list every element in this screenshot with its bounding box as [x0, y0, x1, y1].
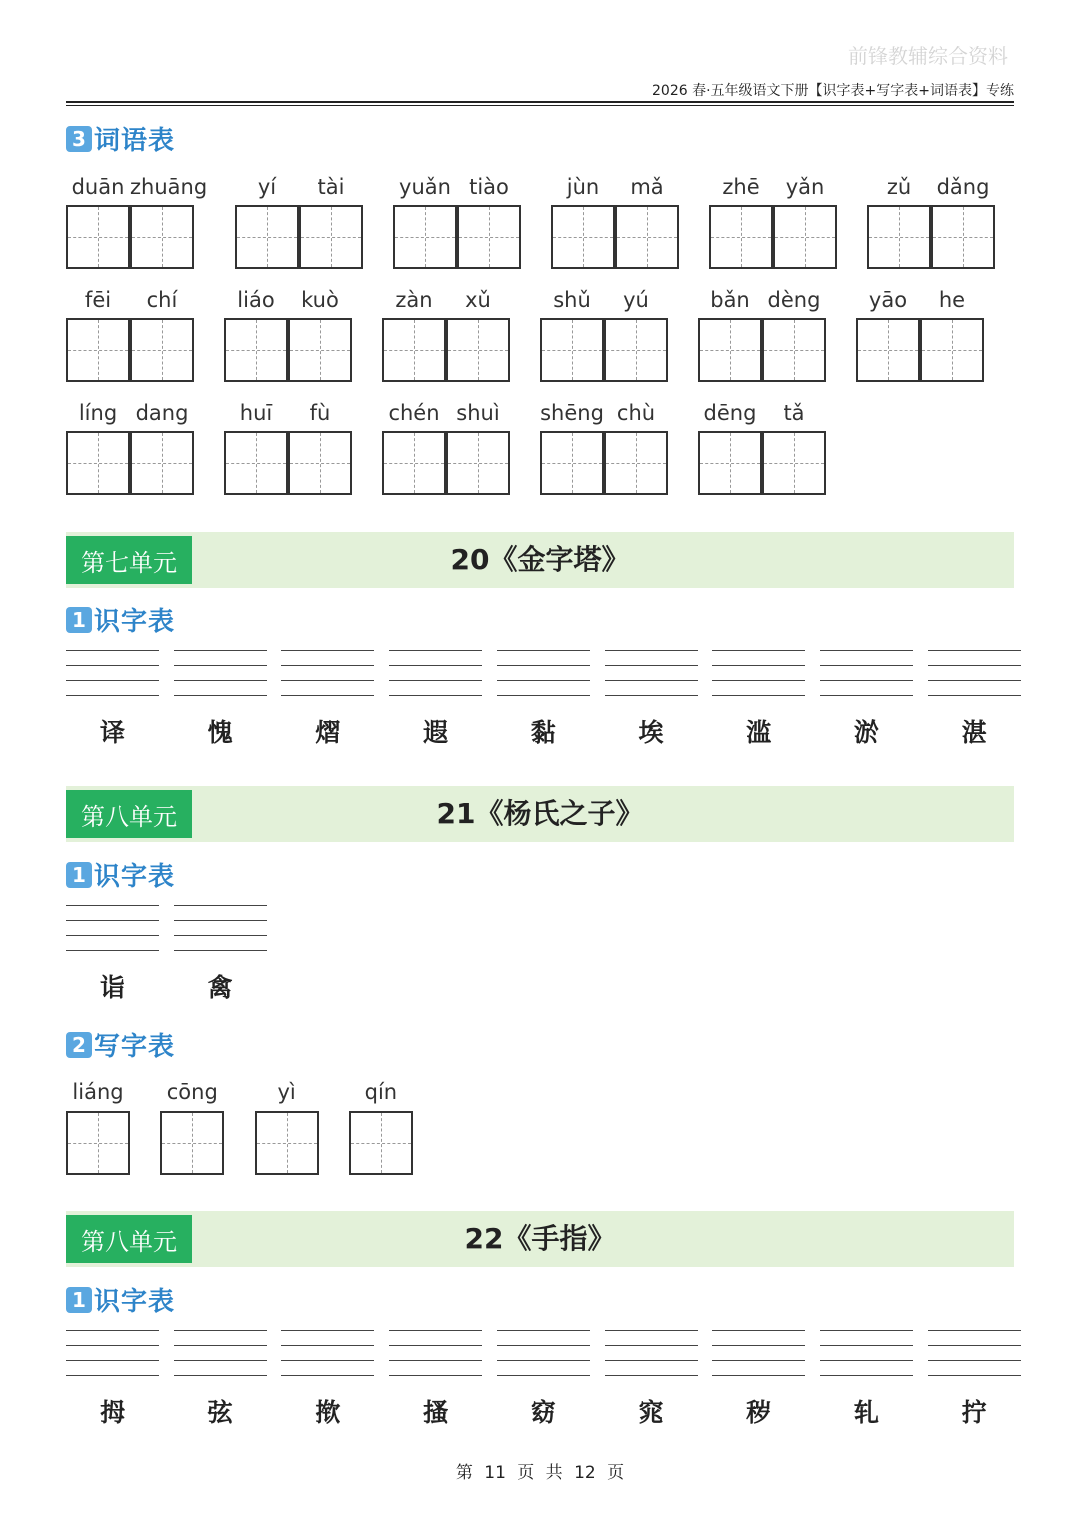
character: 诣 [99, 973, 125, 1002]
ruled-lines [928, 1330, 1021, 1376]
rule-line [174, 935, 267, 936]
pinyin-label: zǔ [886, 175, 912, 199]
rule-line [497, 680, 590, 681]
character: 淤 [853, 718, 879, 747]
writing-box [66, 431, 130, 495]
word-item [393, 175, 521, 271]
ruled-lines [281, 1330, 374, 1376]
writing-box [709, 205, 773, 269]
character: 拧 [961, 1398, 987, 1427]
writing-box [393, 205, 457, 269]
writing-box [382, 318, 446, 382]
rule-line [497, 1360, 590, 1361]
rule-line [389, 1375, 482, 1376]
writing-box [698, 431, 762, 495]
word-item [66, 401, 194, 497]
pinyin-label: bǎn [710, 288, 750, 312]
write-item [66, 1080, 130, 1176]
rule-line [389, 680, 482, 681]
rule-line [928, 1360, 1021, 1361]
rule-line [66, 920, 159, 921]
writing-box [130, 318, 194, 382]
pinyin-label: tǎ [783, 401, 805, 425]
pinyin-label: duān [71, 175, 125, 199]
rule-line [281, 695, 374, 696]
rule-line [605, 680, 698, 681]
rule-line [174, 650, 267, 651]
section-label: 识字表 [94, 1287, 176, 1317]
rule-line [712, 1345, 805, 1346]
unit-tag: 第七单元 [66, 536, 192, 584]
header-rule-thin [66, 105, 1014, 106]
pinyin-label: liáng [72, 1080, 124, 1104]
character: 埃 [638, 718, 664, 747]
character: 禽 [207, 973, 233, 1002]
character: 拇 [99, 1398, 125, 1427]
pinyin-label: yǎn [785, 175, 825, 199]
rule-line [174, 950, 267, 951]
section-label: 写字表 [94, 1032, 176, 1062]
section-title-recognize [66, 601, 175, 638]
ruled-lines [820, 1330, 913, 1376]
word-item [235, 175, 363, 271]
rule-line [66, 1360, 159, 1361]
pinyin-label: xǔ [465, 288, 491, 312]
pinyin-label: dèng [767, 288, 821, 312]
section-title-recognize [66, 856, 175, 893]
rule-line [281, 650, 374, 651]
pinyin-label: yuǎn [399, 175, 451, 199]
rule-line [928, 650, 1021, 651]
rule-line [281, 680, 374, 681]
rule-line [605, 1360, 698, 1361]
rule-line [389, 665, 482, 666]
writing-box [224, 431, 288, 495]
pinyin-label: dang [135, 401, 189, 425]
character: 湛 [961, 718, 987, 747]
rule-line [66, 1330, 159, 1331]
character: 窈 [530, 1398, 556, 1427]
writing-box [66, 318, 130, 382]
rule-line [281, 1360, 374, 1361]
writing-box [615, 205, 679, 269]
pinyin-label: liáo [237, 288, 275, 312]
pinyin-label: huī [239, 401, 273, 425]
lesson-title: 21《杨氏之子》 [436, 797, 644, 830]
ruled-lines [389, 650, 482, 696]
rule-line [820, 1345, 913, 1346]
rule-line [497, 650, 590, 651]
rule-line [389, 1345, 482, 1346]
write-item [255, 1080, 319, 1176]
rule-line [712, 695, 805, 696]
rule-line [389, 1360, 482, 1361]
pinyin-label: chén [388, 401, 440, 425]
writing-box [224, 318, 288, 382]
writing-box [604, 318, 668, 382]
rule-line [174, 1360, 267, 1361]
writing-box [382, 431, 446, 495]
rule-line [928, 1345, 1021, 1346]
rule-line [712, 1375, 805, 1376]
word-item [382, 401, 510, 497]
pinyin-label: fù [309, 401, 331, 425]
rule-line [174, 665, 267, 666]
section-label: 识字表 [94, 862, 176, 892]
writing-box [66, 1111, 130, 1175]
pinyin-label: yí [257, 175, 277, 199]
section-label: 词语表 [94, 126, 176, 156]
rule-line [605, 1330, 698, 1331]
section-number: 2 [66, 1032, 92, 1058]
rule-line [712, 1360, 805, 1361]
character: 揿 [315, 1398, 341, 1427]
character: 遐 [423, 718, 449, 747]
pinyin-label: cōng [166, 1080, 218, 1104]
writing-box [235, 205, 299, 269]
rule-line [281, 1375, 374, 1376]
pinyin-label: tài [317, 175, 345, 199]
section-title-recognize [66, 1281, 175, 1318]
rule-line [820, 650, 913, 651]
rule-line [174, 680, 267, 681]
rule-line [605, 1345, 698, 1346]
rule-line [66, 1375, 159, 1376]
lesson-title: 20《金字塔》 [450, 543, 630, 576]
writing-box [551, 205, 615, 269]
word-item [540, 288, 668, 384]
writing-box [160, 1111, 224, 1175]
character: 弦 [207, 1398, 233, 1427]
rule-line [281, 1330, 374, 1331]
rule-line [928, 680, 1021, 681]
ruled-lines [174, 1330, 267, 1376]
rule-line [928, 665, 1021, 666]
ruled-lines [66, 905, 159, 951]
rule-line [497, 1330, 590, 1331]
page-header: 2026 春·五年级语文下册【识字表+写字表+词语表】专练 [652, 83, 1014, 99]
character: 滥 [746, 718, 772, 747]
word-item [540, 401, 668, 497]
pinyin-label: shuì [456, 401, 500, 425]
header-rule-thick [66, 101, 1014, 103]
word-item [382, 288, 510, 384]
rule-line [712, 665, 805, 666]
pinyin-label: zàn [395, 288, 433, 312]
rule-line [174, 695, 267, 696]
ruled-lines [497, 650, 590, 696]
ruled-lines [712, 650, 805, 696]
unit-tag: 第八单元 [66, 790, 192, 838]
character: 搔 [423, 1398, 449, 1427]
rule-line [281, 665, 374, 666]
writing-box [604, 431, 668, 495]
writing-box [130, 431, 194, 495]
rule-line [66, 905, 159, 906]
writing-box [349, 1111, 413, 1175]
writing-box [931, 205, 995, 269]
word-item [698, 288, 826, 384]
writing-box [66, 205, 130, 269]
write-item [160, 1080, 224, 1176]
pinyin-label: mǎ [630, 175, 664, 199]
writing-box [867, 205, 931, 269]
rule-line [66, 1345, 159, 1346]
rule-line [820, 680, 913, 681]
rule-line [66, 695, 159, 696]
rule-line [928, 695, 1021, 696]
character: 窕 [638, 1398, 664, 1427]
pinyin-label: kuò [301, 288, 339, 312]
ruled-lines [174, 905, 267, 951]
page-footer: 第 11 页 共 12 页 [455, 1463, 625, 1483]
rule-line [66, 935, 159, 936]
rule-line [174, 1330, 267, 1331]
rule-line [497, 1375, 590, 1376]
writing-box [540, 318, 604, 382]
writing-box [762, 431, 826, 495]
writing-box [762, 318, 826, 382]
rule-line [928, 1330, 1021, 1331]
rule-line [712, 1330, 805, 1331]
ruled-lines [712, 1330, 805, 1376]
section-title-words [66, 120, 175, 157]
pinyin-label: jùn [566, 175, 600, 199]
rule-line [66, 665, 159, 666]
section-number: 3 [66, 126, 92, 152]
rule-line [820, 695, 913, 696]
ruled-lines [66, 1330, 159, 1376]
writing-box [288, 318, 352, 382]
rule-line [174, 1345, 267, 1346]
writing-box [856, 318, 920, 382]
word-item [698, 401, 826, 497]
ruled-lines [389, 1330, 482, 1376]
unit-banner [66, 786, 1014, 842]
word-item [66, 175, 208, 271]
writing-box [698, 318, 762, 382]
rule-line [605, 650, 698, 651]
word-item [66, 288, 194, 384]
rule-line [820, 665, 913, 666]
rule-line [605, 695, 698, 696]
writing-box [540, 431, 604, 495]
writing-box [130, 205, 194, 269]
rule-line [820, 1360, 913, 1361]
pinyin-label: shǔ [553, 288, 591, 312]
pinyin-label: dēng [703, 401, 757, 425]
ruled-lines [605, 650, 698, 696]
rule-line [605, 1375, 698, 1376]
unit-banner [66, 1211, 1014, 1267]
rule-line [281, 1345, 374, 1346]
pinyin-label: yāo [868, 288, 908, 312]
writing-box [920, 318, 984, 382]
pinyin-label: shēng [540, 401, 604, 425]
rule-line [820, 1330, 913, 1331]
rule-line [712, 680, 805, 681]
pinyin-label: tiào [469, 175, 509, 199]
pinyin-label: yì [277, 1080, 296, 1104]
pinyin-label: qín [364, 1080, 398, 1104]
rule-line [66, 680, 159, 681]
word-item [709, 175, 837, 271]
rule-line [174, 905, 267, 906]
ruled-lines [497, 1330, 590, 1376]
writing-box [446, 318, 510, 382]
word-item [856, 288, 984, 384]
section-number: 1 [66, 607, 92, 633]
rule-line [605, 665, 698, 666]
ruled-lines [605, 1330, 698, 1376]
character: 秽 [746, 1398, 772, 1427]
writing-box [457, 205, 521, 269]
section-number: 1 [66, 1287, 92, 1313]
writing-box [773, 205, 837, 269]
ruled-lines [174, 650, 267, 696]
character: 译 [99, 718, 125, 747]
word-item [867, 175, 995, 271]
pinyin-label: zhē [722, 175, 760, 199]
rule-line [389, 695, 482, 696]
pinyin-label: chù [616, 401, 656, 425]
writing-box [299, 205, 363, 269]
pinyin-label: zhuāng [130, 175, 208, 199]
word-item [551, 175, 679, 271]
rule-line [389, 650, 482, 651]
pinyin-label: fēi [84, 288, 112, 312]
unit-banner [66, 532, 1014, 588]
ruled-lines [820, 650, 913, 696]
unit-tag: 第八单元 [66, 1215, 192, 1263]
pinyin-label: yú [623, 288, 649, 312]
rule-line [66, 950, 159, 951]
writing-box [255, 1111, 319, 1175]
write-item [349, 1080, 413, 1176]
writing-box [288, 431, 352, 495]
word-item [224, 288, 352, 384]
pinyin-label: líng [78, 401, 118, 425]
rule-line [497, 665, 590, 666]
character: 熠 [315, 718, 341, 747]
rule-line [389, 1330, 482, 1331]
word-item [224, 401, 352, 497]
pinyin-label: he [938, 288, 966, 312]
rule-line [928, 1375, 1021, 1376]
rule-line [174, 1375, 267, 1376]
section-title-write [66, 1026, 175, 1063]
rule-line [712, 650, 805, 651]
ruled-lines [928, 650, 1021, 696]
rule-line [497, 1345, 590, 1346]
watermark: 前锋教辅综合资料 [848, 44, 1008, 68]
section-label: 识字表 [94, 607, 176, 637]
ruled-lines [66, 650, 159, 696]
pinyin-label: chí [146, 288, 178, 312]
character: 黏 [530, 718, 556, 747]
writing-box [446, 431, 510, 495]
character: 愧 [207, 718, 233, 747]
lesson-title: 22《手指》 [464, 1222, 616, 1255]
pinyin-label: dǎng [936, 175, 990, 199]
rule-line [497, 695, 590, 696]
ruled-lines [281, 650, 374, 696]
rule-line [66, 650, 159, 651]
rule-line [174, 920, 267, 921]
character: 轧 [853, 1398, 879, 1427]
section-number: 1 [66, 862, 92, 888]
rule-line [820, 1375, 913, 1376]
